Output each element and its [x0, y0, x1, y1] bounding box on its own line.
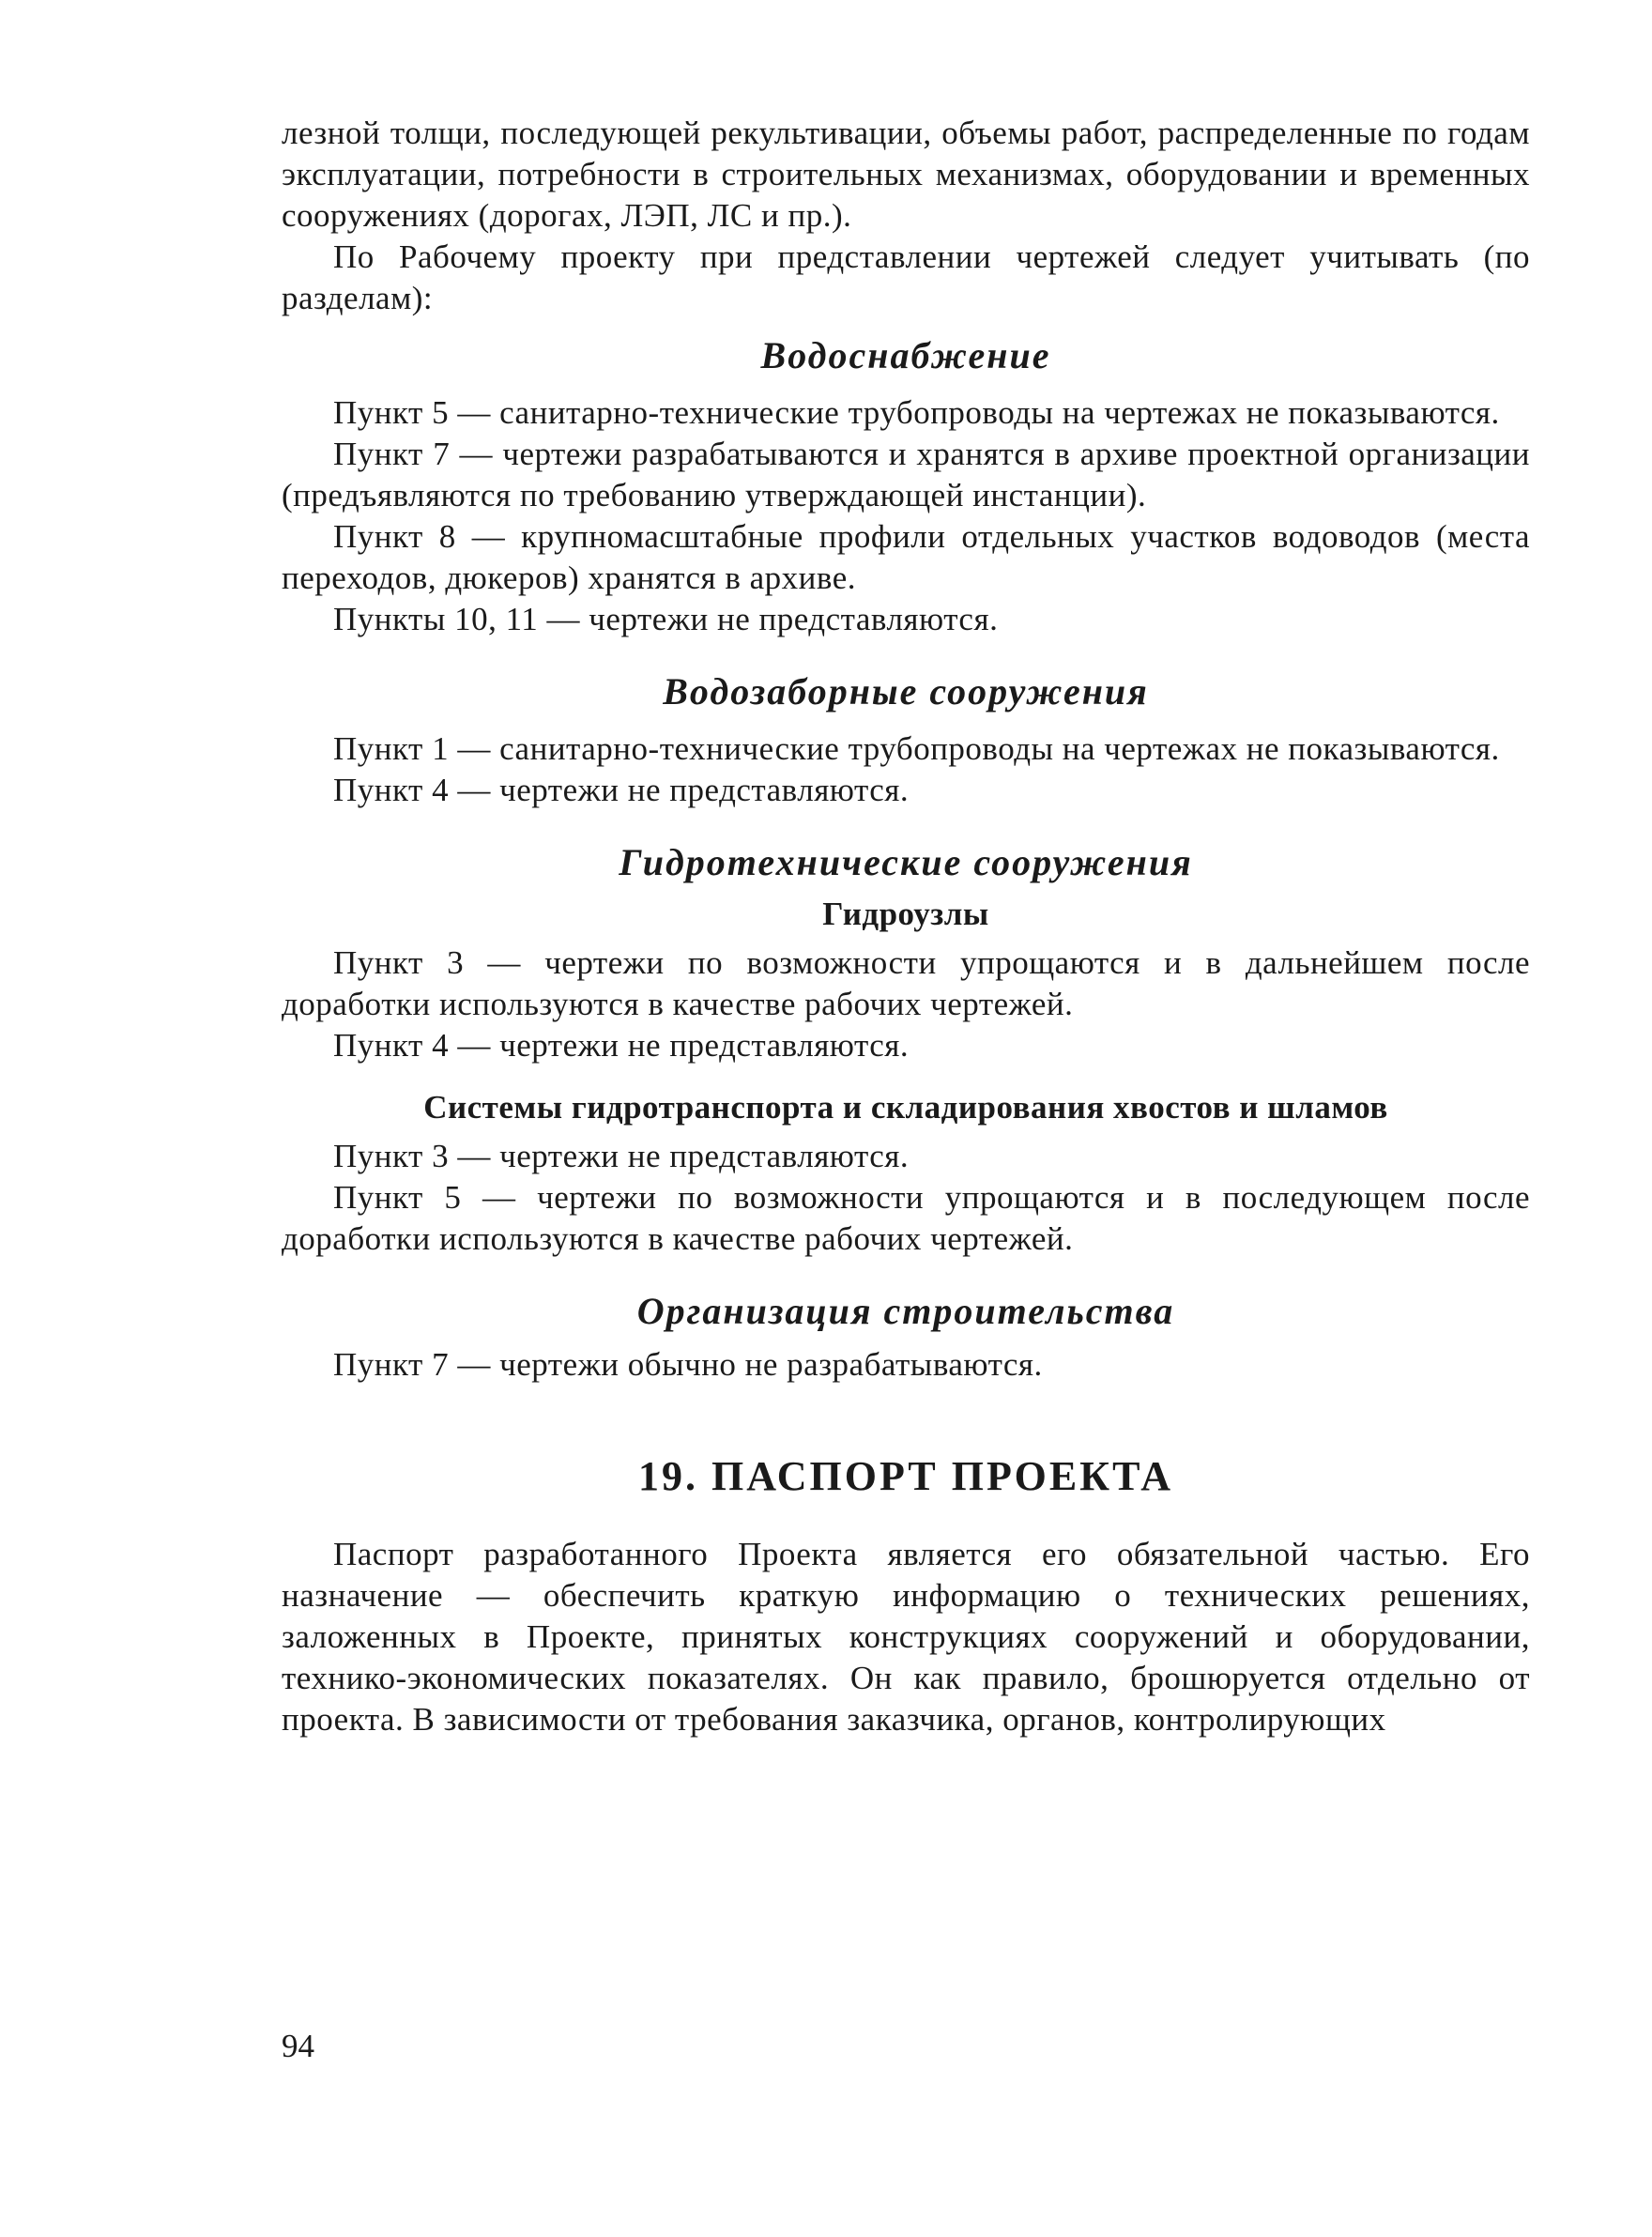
section-title-water-supply: Водоснабжение	[760, 334, 1051, 376]
water-intake-item: Пункт 1 — санитарно-технические трубопроводы на чертежах не показываются.	[333, 730, 1500, 767]
transport-item: Пункт 5 — чертежи по возможности упрощаются и в последующем после доработки используются в качестве рабочих чертежей.	[282, 1179, 1530, 1257]
water-supply-item: Пункт 5 — санитарно-технические трубопроводы на чертежах не показываются.	[333, 394, 1500, 431]
water-supply-item: Пункт 8 — крупномасштабные профили отдельных участков водоводов (места переходов, дюкеров) хранятся в архиве.	[282, 518, 1530, 596]
construction-org-item: Пункт 7 — чертежи обычно не разрабатываются.	[333, 1346, 1043, 1383]
water-supply-item: Пункт 7 — чертежи разрабатываются и хранятся в архиве проектной организации (предъявляются по требованию утверждающей инстанции).	[282, 436, 1530, 513]
transport-item: Пункт 3 — чертежи не представляются.	[333, 1138, 910, 1174]
subsection-title-hydronodes: Гидроузлы	[822, 896, 989, 932]
chapter-text: Паспорт разработанного Проекта является его обязательной частью. Его назначение — обеспечить краткую информацию о технических решениях, заложенных в Проекте, принятых конструкциях сооружений и оборудовании, технико-экономических показателях. Он как правило, брошюруется отдельно от проекта. В зависимости от требования заказчика, органов, контролирующих	[282, 1536, 1530, 1738]
chapter-title: 19. ПАСПОРТ ПРОЕКТА	[637, 1453, 1174, 1499]
intro-working-project: По Рабочему проекту при представлении чертежей следует учитывать (по разделам):	[282, 238, 1530, 316]
subsection-title-transport: Системы гидротранспорта и складирования хвостов и шламов	[423, 1089, 1388, 1126]
section-title-hydro: Гидротехнические сооружения	[619, 841, 1193, 883]
section-title-construction-org: Организация строительства	[636, 1290, 1175, 1332]
water-supply-item: Пункты 10, 11 — чертежи не представляются.	[333, 601, 999, 637]
hydronodes-item: Пункт 3 — чертежи по возможности упрощаются и в дальнейшем после доработки используются в качестве рабочих чертежей.	[282, 944, 1530, 1022]
section-title-water-intake: Водозаборные сооружения	[663, 670, 1149, 712]
water-intake-item: Пункт 4 — чертежи не представляются.	[333, 772, 910, 808]
intro-continuation: лезной толщи, последующей рекультивации, объемы работ, распределенные по годам эксплуатации, потребности в строительных механизмах, оборудовании и временных сооружениях (дорогах, ЛЭП, ЛС и пр.).	[282, 115, 1530, 234]
hydronodes-item: Пункт 4 — чертежи не представляются.	[333, 1027, 910, 1064]
page-number: 94	[282, 2028, 314, 2064]
page-content	[282, 113, 1530, 1740]
